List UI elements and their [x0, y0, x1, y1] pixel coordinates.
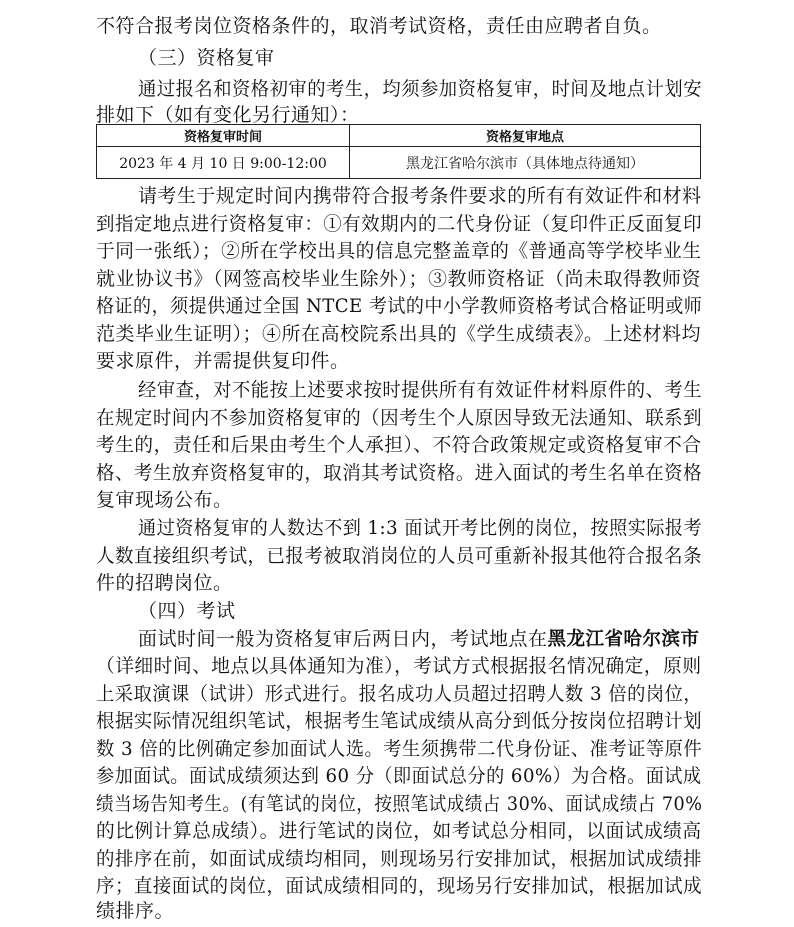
text-line: 上采取演课（试讲）形式进行。报名成功人员超过招聘人数 3 倍的岗位， [96, 683, 703, 705]
text-line: 的排序在前，如面试成绩均相同，则现场另行安排加试，根据加试成绩排 [96, 848, 703, 870]
text-line: 于同一张纸）；②所在学校出具的信息完整盖章的《普通高等学校毕业生 [96, 240, 702, 262]
text-line: 参加面试。面试成绩须达到 60 分（即面试总分的 60%）为合格。面试成 [96, 765, 702, 787]
text-line: 考生的，责任和后果由考生个人承担）、不符合政策规定或资格复审不合 [96, 434, 702, 456]
text-line: 通过资格复审的人数达不到 1:3 面试开考比例的岗位，按照实际报考 [138, 517, 703, 539]
text-line: 经审查，对不能按上述要求按时提供所有有效证件材料原件的、考生 [138, 379, 703, 401]
table-cell: 2023 年 4 月 10 日 9:00-12:00 [97, 147, 350, 179]
table-header-row [97, 125, 701, 147]
text-line: 到指定地点进行资格复审：①有效期内的二代身份证（复印件正反面复印 [96, 213, 703, 235]
text-line: 根据实际情况组织笔试，根据考生笔试成绩从高分到低分按岗位招聘计划 [96, 710, 703, 732]
text-line: （详细时间、地点以具体通知为准），考试方式根据报名情况确定，原则 [96, 655, 702, 677]
section-heading-qualification-review: （三）资格复审 [138, 47, 275, 69]
text-line: 人数直接组织考试，已报考被取消岗位的人员可重新补报其他符合报名条 [96, 545, 703, 567]
review-schedule-table [96, 124, 701, 179]
bold-location-text: 黑龙江省哈尔滨市 [547, 629, 700, 650]
text-line: 在规定时间内不参加资格复审的（因考生个人原因导致无法通知、联系到 [96, 407, 703, 429]
text-line: 复审现场公布。 [96, 489, 233, 511]
table-row [97, 147, 701, 179]
text-line: 要求原件，并需提供复印件。 [96, 350, 350, 372]
text-line: 范类毕业生证明）；④所在高校院系出具的《学生成绩表》。上述材料均 [96, 323, 702, 345]
text-line: 不符合报考岗位资格条件的，取消考试资格，责任由应聘者自负。 [96, 15, 662, 37]
text-line: 绩排序。 [96, 900, 175, 922]
text-line: 数 3 倍的比例确定参加面试人选。考生须携带二代身份证、准考证等原件 [96, 738, 703, 760]
text-line: 就业协议书》（网签高校毕业生除外）；③教师资格证（尚未取得教师资 [96, 268, 702, 290]
text-line: 排如下（如有变化另行通知）： [96, 104, 360, 126]
text-line: 绩当场告知考生。(有笔试的岗位，按照笔试成绩占 30%、面试成绩占 70% [96, 793, 703, 815]
text-line: 序；直接面试的岗位，面试成绩相同的，现场另行安排加试，根据加试成 [96, 875, 703, 897]
text-line: 的比例计算总成绩）。进行笔试的岗位，如考试总分相同，以面试成绩高 [96, 820, 702, 842]
text-line: 请考生于规定时间内携带符合报考条件要求的所有有效证件和材料 [138, 185, 702, 207]
text-line: 格、考生放弃资格复审的，取消其考试资格。进入面试的考生名单在资格 [96, 462, 703, 484]
text-line: 通过报名和资格初审的考生，均须参加资格复审，时间及地点计划安 [138, 78, 703, 100]
text-line: 件的招聘岗位。 [96, 572, 233, 594]
table-header-cell: 资格复审地点 [350, 125, 701, 147]
table-cell: 黑龙江省哈尔滨市（具体地点待通知） [350, 147, 701, 179]
section-heading-exam: （四）考试 [138, 600, 236, 622]
table-header-cell: 资格复审时间 [97, 125, 350, 147]
text-span: 面试时间一般为资格复审后两日内，考试地点在 [138, 628, 548, 650]
text-line: 格证的，须提供通过全国 NTCE 考试的中小学教师资格考试合格证明或师 [96, 295, 703, 317]
